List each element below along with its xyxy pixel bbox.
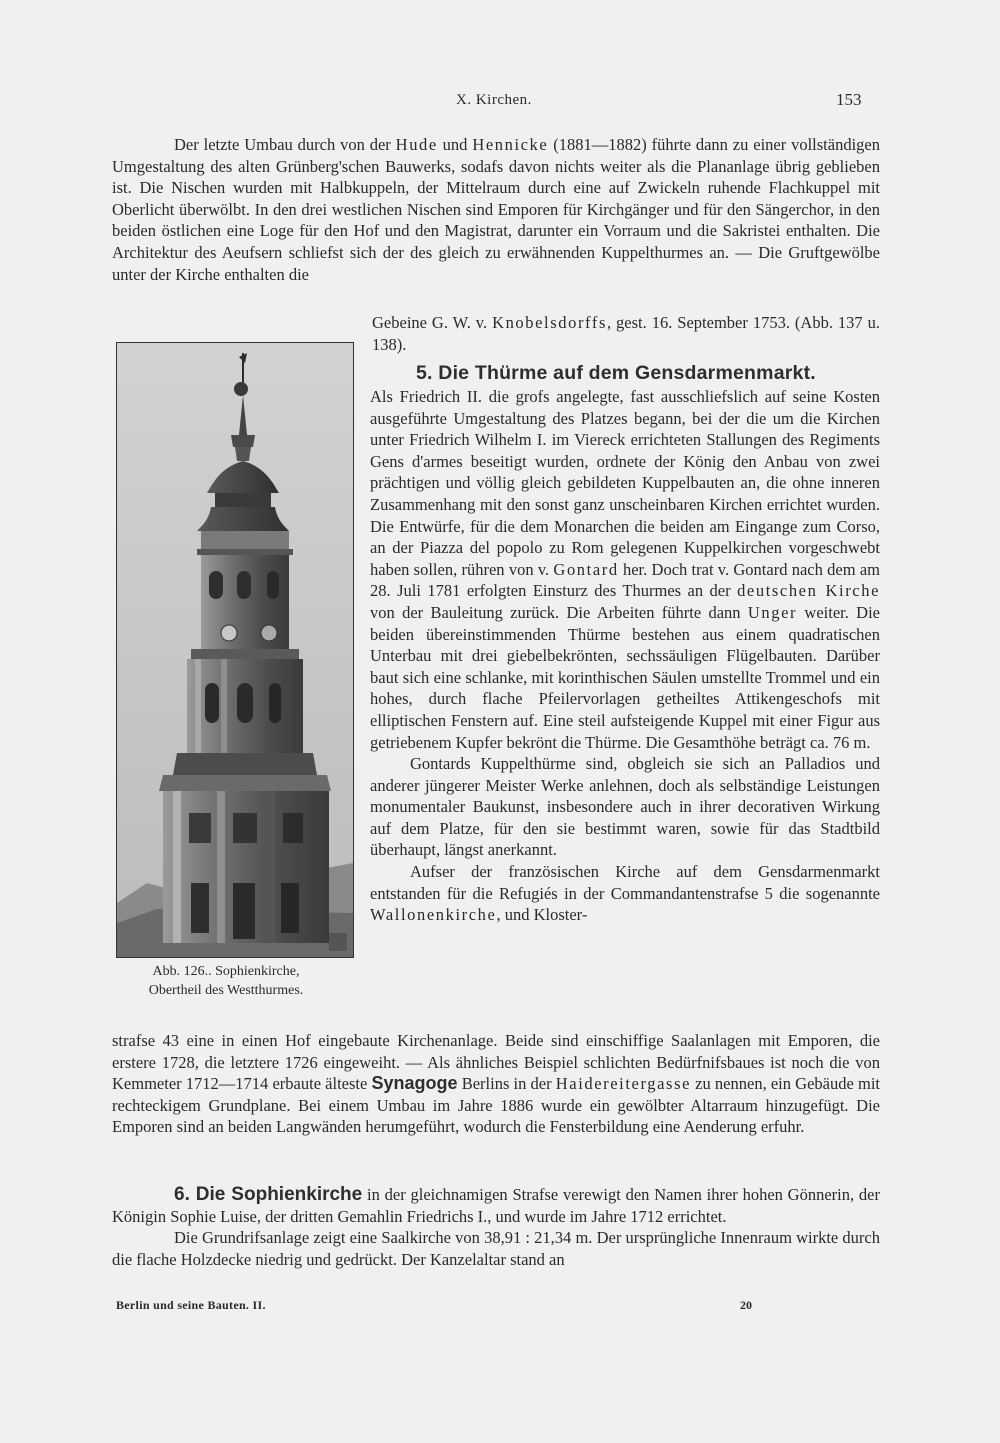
section-6 <box>112 1184 880 1270</box>
section-5-paragraph-2: Gontards Kuppelthürme sind, obgleich sie sich an Palladios und anderer jüngerer Meister Werke anlehnen, doch als selbständige Leistungen monumentaler Baukunst, insbesondere auch in ihrer decorativen Wirkung auf dem Platze, für den sie bestimmt waren, sowie für das Stadtbild überhaupt, längst anerkannt. <box>370 754 880 860</box>
caption-line-1: Abb. 126.. Sophienkirche, <box>152 964 300 979</box>
deutschen-kirche: deutschen Kirche <box>737 581 880 601</box>
figure-sophienkirche-tower <box>116 342 354 958</box>
book-title: Berlin und seine Bauten. II. <box>116 1298 266 1312</box>
sheet-signature: 20 <box>740 1298 752 1312</box>
name-gontard: Gontard <box>553 559 619 579</box>
chapter-title: X. Kirchen. <box>456 92 532 108</box>
section-5-paragraph-3: Aufser der französischen Kirche auf dem Gensdarmenmarkt entstanden für die Refugiés in der Commandantenstrafse 5 die sogenannte Wallonenkirche, und Kloster- <box>370 862 880 925</box>
section-6-paragraph-2: Die Grundrifsanlage zeigt eine Saalkirche von 38,91 : 21,34 m. Der ursprüngliche Innenraum wirkte durch die flache Holzdecke niedrig und gedrückt. Der Kanzelaltar stand an <box>112 1228 880 1269</box>
tower-photograph <box>116 342 354 958</box>
synagoge-term: Synagoge <box>371 1073 458 1094</box>
page-number: 153 <box>836 90 862 109</box>
name-hude: Hude <box>395 135 438 154</box>
name-hennicke: Hennicke <box>472 135 549 154</box>
name-knobelsdorff: Knobelsdorffs <box>492 313 607 332</box>
section-6-paragraph-1: 6. Die Sophienkirche in der gleichnamigen Strafse verewigt den Namen ihrer hohen Gönnerin, der Königin Sophie Luise, der dritten Gemahlin Friedrichs I., und wurde im Jahre 1712 errichtet. <box>112 1184 880 1226</box>
name-unger: Unger <box>747 602 798 622</box>
wallonenkirche: Wallonenkirche <box>370 905 497 925</box>
continuation-paragraph: strafse 43 eine in einen Hof eingebaute Kirchenanlage. Beide sind einschiffige Saalanlagen mit Emporen, die erstere 1728, die letztere 1726 eingeweiht. — Als ähnliches Beispiel schlichten Bedürfnifsbaues ist noch die von Kemmeter 1712—1714 erbaute älteste Synagoge Berlins in der Haidereitergasse zu nennen, ein Gebäude mit rechteckigem Grundplane. Bei einem Umbau im Jahre 1886 wurde ein gewölbter Altarraum hinzugefügt. Die Emporen sind an beiden Langwänden herumgeführt, wodurch die Fensterbildung eine Aenderung erfuhr. <box>112 1031 880 1137</box>
haidereitergasse: Haidereitergasse <box>555 1074 692 1094</box>
caption-line-2: Obertheil des Westthurmes. <box>148 983 304 998</box>
section-5-body <box>370 386 880 926</box>
page-footer <box>0 1298 1000 1318</box>
running-head <box>0 92 1000 116</box>
section-6-heading: 6. Die Sophienkirche <box>174 1184 363 1205</box>
intro-paragraph-tail: Gebeine G. W. v. Knobelsdorffs, gest. 16. September 1753. (Abb. 137 u. 138). <box>372 313 880 354</box>
section-5-heading: 5. Die Thürme auf dem Gensdarmenmarkt. <box>416 362 816 384</box>
intro-paragraph: Der letzte Umbau durch von der Hude und Hennicke (1881—1882) führte dann zu einer vollständigen Umgestaltung des alten Grünberg'schen Bauwerks, sodafs davon nichts weiter als die Plananlage übrig geblieben ist. Die Nischen wurden mit Halbkuppeln, der Mittelraum durch eine auf Zwickeln ruhende Flachkuppel mit Oberlicht überwölbt. In den drei westlichen Nischen sind Emporen für Kirchgänger und für den Sängerchor, in den beiden östlichen eine Loge für den Hof und den Magistrat, darunter ein Vorraum und die Sakristei enthalten. Die Architektur des Aeufsern schliefst sich der des gleich zu erwähnenden Kuppelthurmes an. — Die Gruftgewölbe unter der Kirche enthalten die <box>112 135 881 284</box>
figure-caption <box>106 962 346 1000</box>
section-5-paragraph-1: Als Friedrich II. die grofs angelegte, fast ausschliefslich auf seine Kosten ausgeführte Umgestaltung des Platzes begann, bei der die um die Kirchen unter Friedrich Wilhelm I. im Viereck errichteten Stallungen des Regiments Gens d'armes beseitigt wurden, ordnete der König den Anbau von zwei prächtigen und völlig gleich gebildeten Kuppelbauten an, die ohne inneren Zusammenhang mit den sonst ganz unscheinbaren Kirchen errichtet wurden. Die Entwürfe, für die dem Monarchen die beiden am Eingange zum Corso, an der Piazza del popolo zu Rom gelegenen Kuppelkirchen vorgeschwebt haben sollen, rühren von v. Gontard her. Doch trat v. Gontard nach dem am 28. Juli 1781 erfolgten Einsturz des Thurmes an der deutschen Kirche von der Bauleitung zurück. Die Arbeiten führte dann Unger weiter. Die beiden übereinstimmenden Thürme bestehen aus einem quadratischen Unterbau mit drei giebelbekrönten, sechssäuligen Flügelbauten. Darüber baut sich eine schlanke, mit korinthischen Säulen umstellte Trommel und ein hohes, durch flache Pfeilervorlagen getheiltes Attikengeschofs mit elliptischen Fenstern auf. Eine steil aufsteigende Kuppel mit einer Figur aus getriebenem Kupfer bekrönt die Thürme. Die Gesamthöhe beträgt ca. 76 m. <box>370 387 881 752</box>
